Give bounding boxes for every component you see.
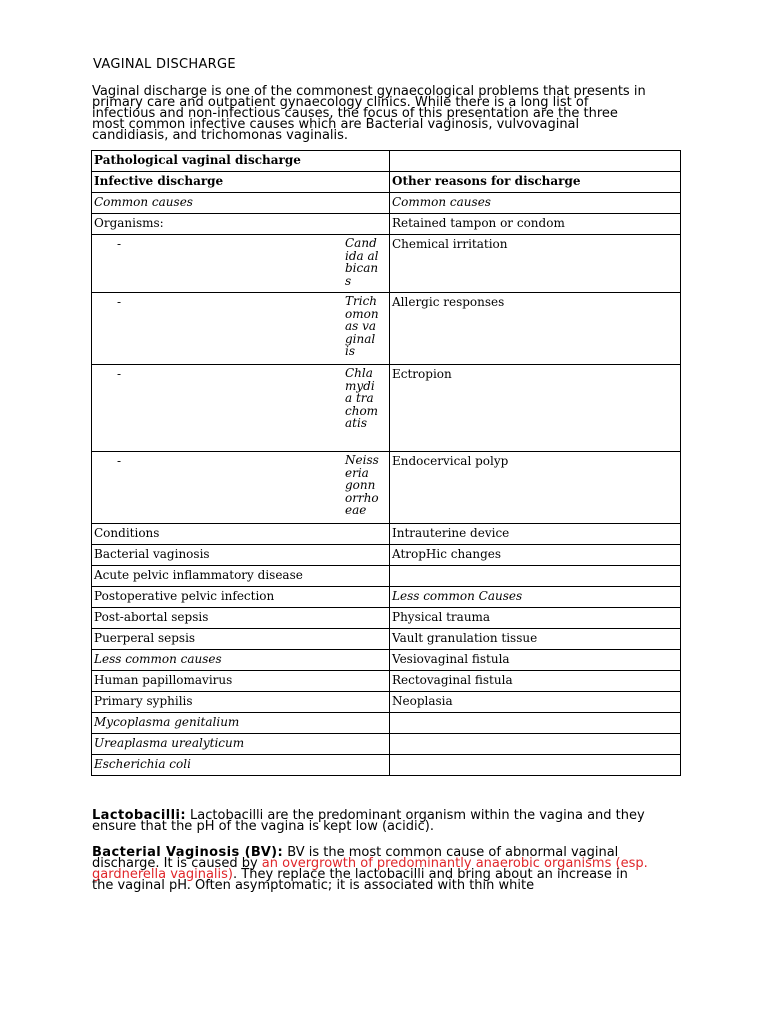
table-row xyxy=(92,587,681,608)
table-cell: Mycoplasma genitalium xyxy=(92,713,390,734)
table-cell: Postoperative pelvic infection xyxy=(92,587,390,608)
table-cell: Bacterial vaginosis xyxy=(92,545,390,566)
lactobacilli-paragraph xyxy=(92,810,652,832)
table-cell xyxy=(390,734,681,755)
bv-text-continued: . They replace the lactobacilli and bring about an increase in the vaginal pH. Often asymptomatic; it is associated with thin white xyxy=(92,867,628,893)
table-cell: Common causes xyxy=(390,193,681,214)
organism-row xyxy=(92,365,681,452)
bv-highlight-text: an overgrowth of predominantly anaerobic organisms (esp. gardnerella vaginalis) xyxy=(92,856,648,882)
table-cell: Retained tampon or condom xyxy=(390,214,681,235)
table-cell: Chemical irritation xyxy=(390,235,681,293)
table-row xyxy=(92,608,681,629)
table-cell: AtropHic changes xyxy=(390,545,681,566)
table-cell: Post-abortal sepsis xyxy=(92,608,390,629)
discharge-table xyxy=(91,150,681,776)
lactobacilli-label: Lactobacilli: xyxy=(92,808,186,823)
table-cell xyxy=(390,151,681,172)
organism-row xyxy=(92,293,681,365)
table-row xyxy=(92,524,681,545)
organism-cell xyxy=(92,365,390,452)
bv-paragraph xyxy=(92,847,652,891)
table-cell: Conditions xyxy=(92,524,390,545)
table-cell: Escherichia coli xyxy=(92,755,390,776)
organism-name: Candida albicans xyxy=(345,236,379,288)
organism-cell xyxy=(92,293,390,365)
table-cell: Neoplasia xyxy=(390,692,681,713)
table-cell: Allergic responses xyxy=(390,293,681,365)
organism-cell xyxy=(92,235,390,293)
table-cell: Acute pelvic inflammatory disease xyxy=(92,566,390,587)
dash-marker: - xyxy=(117,295,122,309)
table-cell: Vesiovaginal fistula xyxy=(390,650,681,671)
organism-name: Chlamydia trachomatis xyxy=(345,366,379,430)
table-cell: Less common Causes xyxy=(390,587,681,608)
table-row xyxy=(92,214,681,235)
table-row xyxy=(92,671,681,692)
table-row xyxy=(92,566,681,587)
table-cell xyxy=(390,755,681,776)
table-row xyxy=(92,172,681,193)
table-cell xyxy=(390,713,681,734)
table-row xyxy=(92,734,681,755)
table-row xyxy=(92,151,681,172)
table-cell: Vault granulation tissue xyxy=(390,629,681,650)
dash-marker: - xyxy=(117,367,122,381)
table-cell: Puerperal sepsis xyxy=(92,629,390,650)
column-header-right: Other reasons for discharge xyxy=(390,172,681,193)
table-cell: Rectovaginal fistula xyxy=(390,671,681,692)
table-row xyxy=(92,629,681,650)
column-header-left: Infective discharge xyxy=(92,172,390,193)
table-row xyxy=(92,545,681,566)
table-row xyxy=(92,692,681,713)
organism-cell xyxy=(92,452,390,524)
organism-row xyxy=(92,235,681,293)
table-cell: Intrauterine device xyxy=(390,524,681,545)
table-cell: Physical trauma xyxy=(390,608,681,629)
table-cell: Common causes xyxy=(92,193,390,214)
intro-paragraph: Vaginal discharge is one of the commonest gynaecological problems that presents in primary care and outpatient gynaecology clinics. While there is a long list of infectious and non-infectious causes, the focus of this presentation are the three most common infective causes which are Bacterial vaginosis, vulvovaginal candidiasis, and trichomonas vaginalis. xyxy=(92,84,646,143)
organism-name: Trichomonas vaginalis xyxy=(345,294,379,358)
organism-name: Neisseria gonnorrhoeae xyxy=(345,453,379,517)
bv-label: Bacterial Vaginosis (BV): xyxy=(92,845,284,860)
table-cell xyxy=(390,566,681,587)
document-heading: VAGINAL DISCHARGE xyxy=(93,57,236,72)
table-cell: Ectropion xyxy=(390,365,681,452)
table-cell: Less common causes xyxy=(92,650,390,671)
table-title: Pathological vaginal discharge xyxy=(92,151,390,172)
table-cell: Primary syphilis xyxy=(92,692,390,713)
table-cell: Ureaplasma urealyticum xyxy=(92,734,390,755)
bv-text: BV is the most common cause of abnormal vaginal discharge. It is caused by xyxy=(92,845,619,871)
table-row xyxy=(92,650,681,671)
table-cell: Human papillomavirus xyxy=(92,671,390,692)
dash-marker: - xyxy=(117,454,122,468)
table-row xyxy=(92,755,681,776)
dash-marker: - xyxy=(117,237,122,251)
table-cell: Endocervical polyp xyxy=(390,452,681,524)
table-row xyxy=(92,713,681,734)
table-row xyxy=(92,193,681,214)
table-cell: Organisms: xyxy=(92,214,390,235)
organism-row xyxy=(92,452,681,524)
lactobacilli-text: Lactobacilli are the predominant organism within the vagina and they ensure that the pH of the vagina is kept low (acidic). xyxy=(92,808,645,834)
